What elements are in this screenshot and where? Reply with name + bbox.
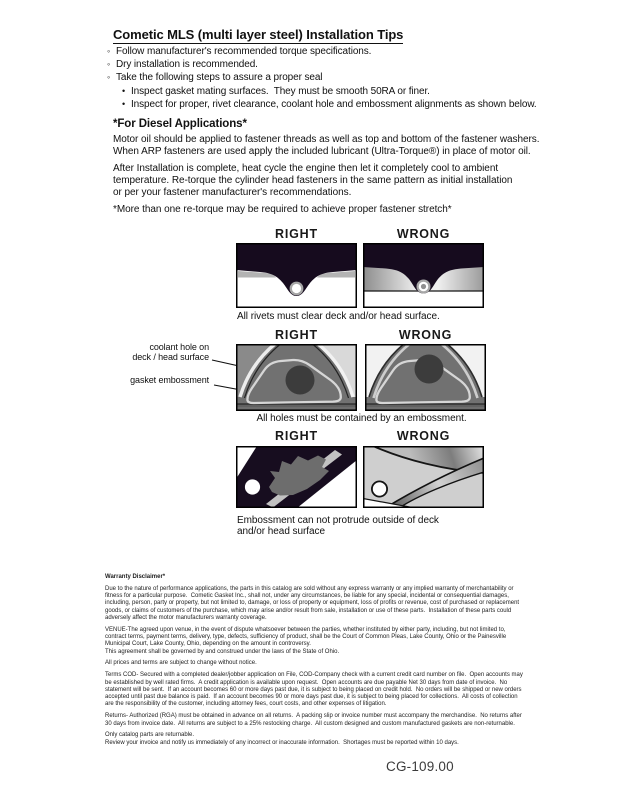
warranty-line: adversely affect the motor manufacturers warranty coverage. (105, 614, 267, 621)
warranty-line: Only catalog parts are returnable. (105, 732, 195, 739)
warranty-line: including, person, party or property, but not limited to, damage, or loss of property or equipment, loss of profits or revenue, cost of purchased or replacement (105, 600, 520, 607)
warranty-line: Review your invoice and notify us immediately of any incorrect or inaccurate information. Shortages must be reported within 10 days. (105, 739, 459, 746)
tips-bullet (107, 58, 537, 71)
row3-caption-line1: Embossment can not protrude outside of deck (237, 515, 439, 526)
row2-wrong-label: WRONG (398, 328, 453, 342)
page-title: Cometic MLS (multi layer steel) Installation Tips (113, 27, 404, 42)
warranty-line: Returns- Authorized (RGA) must be obtained in advance on all returns. A packing slip or invoice number must accompany the merchandise. No returns after (105, 713, 522, 720)
diesel-paragraph-2 (113, 163, 512, 200)
diesel-note: *More than one re-torque may be required to achieve proper fastener stretch* (113, 204, 452, 215)
tips-bullet-list (107, 45, 537, 111)
embossment-wrong-diagram (365, 344, 486, 411)
rivet-wrong-svg (363, 243, 484, 308)
warranty-line: VENUE-The agreed upon venue, in the event of dispute whatsoever between the parties, whether instituted by either party, including, but not limited to, (105, 626, 506, 633)
bullet-text: Follow manufacturer's recommended torque specifications. (116, 46, 372, 57)
paragraph-line: After Installation is complete, heat cycle the engine then let it completely cool to ambient (113, 163, 499, 174)
coolant-hole (415, 355, 444, 384)
warranty-line: Municipal Court, Lake County, Ohio, depending on the amount in controversy. (105, 641, 311, 648)
embossment-right-svg (236, 344, 357, 411)
warranty-disclaimer (105, 574, 521, 747)
protrusion-right-diagram (236, 446, 357, 508)
protrusion-wrong-diagram (363, 446, 484, 508)
bullet-text: Inspect gasket mating surfaces. They must be smooth 50RA or finer. (131, 85, 430, 97)
warranty-line: are the responsibility of the customer, including attorney fees, court costs, and other expenses of litigation. (105, 701, 387, 708)
gasket-embossment-label: gasket embossment (130, 375, 209, 385)
row3-right-label: RIGHT (275, 429, 318, 443)
row2-right-label: RIGHT (275, 328, 318, 342)
warranty-line: fitness for a particular purpose. Cometic Gasket Inc., shall not, under any circumstances, be liable for any special, incidental or consequential damages, (105, 593, 509, 600)
warranty-line: This agreement shall be governed by and construed under the laws of the State of Ohio. (105, 648, 340, 655)
embossment-right-diagram (236, 344, 357, 411)
bullet-text: Inspect for proper, rivet clearance, coolant hole and embossment alignments as shown below. (131, 98, 537, 110)
row2-caption: All holes must be contained by an embossment. (256, 413, 467, 424)
bullet-text: Take the following steps to assure a proper seal (116, 72, 323, 84)
rivet-wrong-diagram (363, 243, 484, 308)
coolant-hole (286, 366, 315, 395)
rivet-right-svg (236, 243, 357, 308)
row3-caption-line2: and/or head surface (237, 526, 326, 537)
row3-wrong-label: WRONG (396, 429, 451, 443)
page-code: CG-109.00 (386, 759, 454, 774)
diesel-paragraph-1 (113, 134, 539, 158)
bullet-marker: • (122, 85, 126, 96)
warranty-line: statement will be sent. If an account becomes 60 or more days past due, it is subject to being placed on credit hold. No orders will be shipped or new orders (105, 686, 522, 693)
coolant-hole-label-line2: deck / head surface (132, 351, 209, 362)
warranty-line: Terms COD- Secured with a completed dealer/jobber application on File, COD-Company check with a current credit card number on file. Open accounts may (105, 672, 523, 679)
coolant-hole-label (110, 343, 209, 362)
protrusion-wrong-svg (363, 446, 484, 508)
bullet-marker: ◦ (107, 46, 111, 56)
paragraph-line: temperature. Re-torque the cylinder head fasteners in the same pattern as initial installation (113, 175, 513, 187)
page-title-wrap (113, 26, 403, 44)
paragraph-line: Motor oil should be applied to fastener threads as well as top and bottom of the fastener washers. (113, 134, 540, 145)
tips-bullet (122, 98, 537, 111)
warranty-line: 30 days from invoice date. All returns are subject to a 25% restocking charge. All custom designed and custom manufactured gaskets are non-returnable. (105, 720, 515, 727)
warranty-line: goods, or claims of customers of the purchase, which may arise and/or result from sale, installation or use of these parts. Installation of these parts could (105, 607, 512, 614)
warranty-line: accepted until past due balance is paid. If an account becomes 90 or more days past due, it is subject to being placed for collections. All costs of collection (105, 694, 518, 701)
embossment-wrong-svg (365, 344, 486, 411)
warranty-line: All prices and terms are subject to change without notice. (105, 660, 257, 667)
bolt-hole (245, 479, 260, 494)
diesel-heading: *For Diesel Applications* (113, 118, 247, 130)
tips-bullet (107, 45, 537, 58)
paragraph-line: or per your fastener manufacturer's recommendations. (113, 187, 352, 199)
warranty-line: Due to the nature of performance applications, the parts in this catalog are sold without any express warranty or any implied warranty of merchantability or (105, 585, 514, 592)
warranty-line: be established by well rated firms. A credit application is available upon request. Open accounts are due payable Net 30 days from date of invoice. No (105, 679, 508, 686)
bullet-text: Dry installation is recommended. (116, 59, 258, 71)
tips-bullet (122, 85, 537, 98)
row1-right-label: RIGHT (275, 227, 318, 241)
bolt-hole (372, 481, 387, 496)
warranty-line: contract terms, payment terms, delivery, type, defects, sufficiency of product, shall be the Court of Common Pleas, Lake County, Ohio or the Painesville (105, 634, 507, 641)
coolant-hole-label-line1: coolant hole on (149, 342, 209, 352)
protrusion-right-svg (236, 446, 357, 508)
row1-wrong-label: WRONG (396, 227, 451, 241)
tips-bullet (107, 71, 537, 84)
bullet-marker: ◦ (107, 59, 111, 70)
bullet-marker: • (122, 98, 126, 109)
paragraph-line: When ARP fasteners are used apply the included lubricant (Ultra-Torque®) in place of motor oil. (113, 146, 531, 158)
rivet-right-diagram (236, 243, 357, 308)
warranty-line: Warranty Disclaimer* (105, 574, 166, 580)
bullet-marker: ◦ (107, 72, 111, 83)
row1-caption: All rivets must clear deck and/or head surface. (237, 311, 440, 322)
